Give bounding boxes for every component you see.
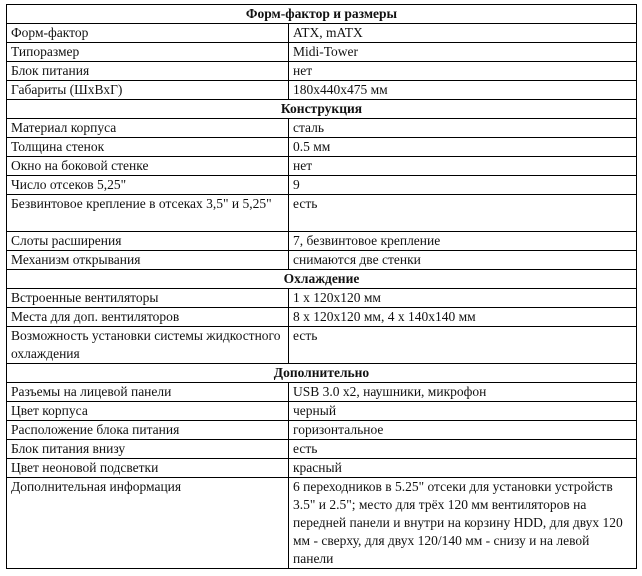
table-row bbox=[7, 195, 637, 232]
spec-value: 9 bbox=[289, 176, 637, 195]
spec-table-container bbox=[6, 4, 636, 569]
spec-value: 180x440x475 мм bbox=[289, 81, 637, 100]
spec-label: Возможность установки системы жидкостного охлаждения bbox=[7, 327, 289, 364]
table-row bbox=[7, 62, 637, 81]
table-row bbox=[7, 327, 637, 364]
section-header-row bbox=[7, 270, 637, 289]
section-title-additional: Дополнительно bbox=[7, 364, 637, 383]
spec-label: Механизм открывания bbox=[7, 251, 289, 270]
table-row bbox=[7, 459, 637, 478]
spec-label: Окно на боковой стенке bbox=[7, 157, 289, 176]
spec-table bbox=[6, 4, 637, 569]
table-row bbox=[7, 119, 637, 138]
section-header-row bbox=[7, 364, 637, 383]
spec-value: есть bbox=[289, 440, 637, 459]
spec-label: Блок питания внизу bbox=[7, 440, 289, 459]
section-header-row bbox=[7, 5, 637, 24]
table-row bbox=[7, 440, 637, 459]
spec-label: Толщина стенок bbox=[7, 138, 289, 157]
spec-label: Материал корпуса bbox=[7, 119, 289, 138]
spec-label: Цвет корпуса bbox=[7, 402, 289, 421]
spec-value: черный bbox=[289, 402, 637, 421]
spec-value: 8 x 120x120 мм, 4 x 140x140 мм bbox=[289, 308, 637, 327]
spec-value: USB 3.0 x2, наушники, микрофон bbox=[289, 383, 637, 402]
table-row bbox=[7, 24, 637, 43]
section-title-construction: Конструкция bbox=[7, 100, 637, 119]
table-row bbox=[7, 308, 637, 327]
spec-label: Места для доп. вентиляторов bbox=[7, 308, 289, 327]
spec-value: красный bbox=[289, 459, 637, 478]
spec-value: снимаются две стенки bbox=[289, 251, 637, 270]
spec-label: Разъемы на лицевой панели bbox=[7, 383, 289, 402]
table-row bbox=[7, 232, 637, 251]
spec-value: есть bbox=[289, 327, 637, 364]
table-row bbox=[7, 402, 637, 421]
spec-label: Встроенные вентиляторы bbox=[7, 289, 289, 308]
spec-label: Блок питания bbox=[7, 62, 289, 81]
section-title-form-factor: Форм-фактор и размеры bbox=[7, 5, 637, 24]
spec-label: Дополнительная информация bbox=[7, 478, 289, 569]
table-row bbox=[7, 138, 637, 157]
spec-label: Слоты расширения bbox=[7, 232, 289, 251]
spec-value: 1 x 120x120 мм bbox=[289, 289, 637, 308]
spec-value: ATX, mATX bbox=[289, 24, 637, 43]
spec-value: 6 переходников в 5.25" отсеки для установки устройств 3.5" и 2.5"; место для трёх 120 мм вентиляторов на передней панели и внутри на корзину HDD, для двух 120 мм - сверху, для двух 120/140 мм - снизу и на левой панели bbox=[289, 478, 637, 569]
spec-value: горизонтальное bbox=[289, 421, 637, 440]
spec-value: 7, безвинтовое крепление bbox=[289, 232, 637, 251]
table-row bbox=[7, 478, 637, 569]
table-row bbox=[7, 421, 637, 440]
table-row bbox=[7, 251, 637, 270]
spec-label: Типоразмер bbox=[7, 43, 289, 62]
spec-label: Цвет неоновой подсветки bbox=[7, 459, 289, 478]
spec-label: Габариты (ШхВхГ) bbox=[7, 81, 289, 100]
spec-value: Midi-Tower bbox=[289, 43, 637, 62]
spec-value: есть bbox=[289, 195, 637, 232]
spec-label: Безвинтовое крепление в отсеках 3,5" и 5,25" bbox=[7, 195, 289, 232]
section-header-row bbox=[7, 100, 637, 119]
table-row bbox=[7, 157, 637, 176]
section-title-cooling: Охлаждение bbox=[7, 270, 637, 289]
spec-value: нет bbox=[289, 62, 637, 81]
spec-label: Число отсеков 5,25" bbox=[7, 176, 289, 195]
table-row bbox=[7, 383, 637, 402]
table-row bbox=[7, 289, 637, 308]
spec-value: 0.5 мм bbox=[289, 138, 637, 157]
spec-value: нет bbox=[289, 157, 637, 176]
table-row bbox=[7, 43, 637, 62]
spec-label: Форм-фактор bbox=[7, 24, 289, 43]
table-row bbox=[7, 81, 637, 100]
spec-value: сталь bbox=[289, 119, 637, 138]
table-row bbox=[7, 176, 637, 195]
spec-label: Расположение блока питания bbox=[7, 421, 289, 440]
